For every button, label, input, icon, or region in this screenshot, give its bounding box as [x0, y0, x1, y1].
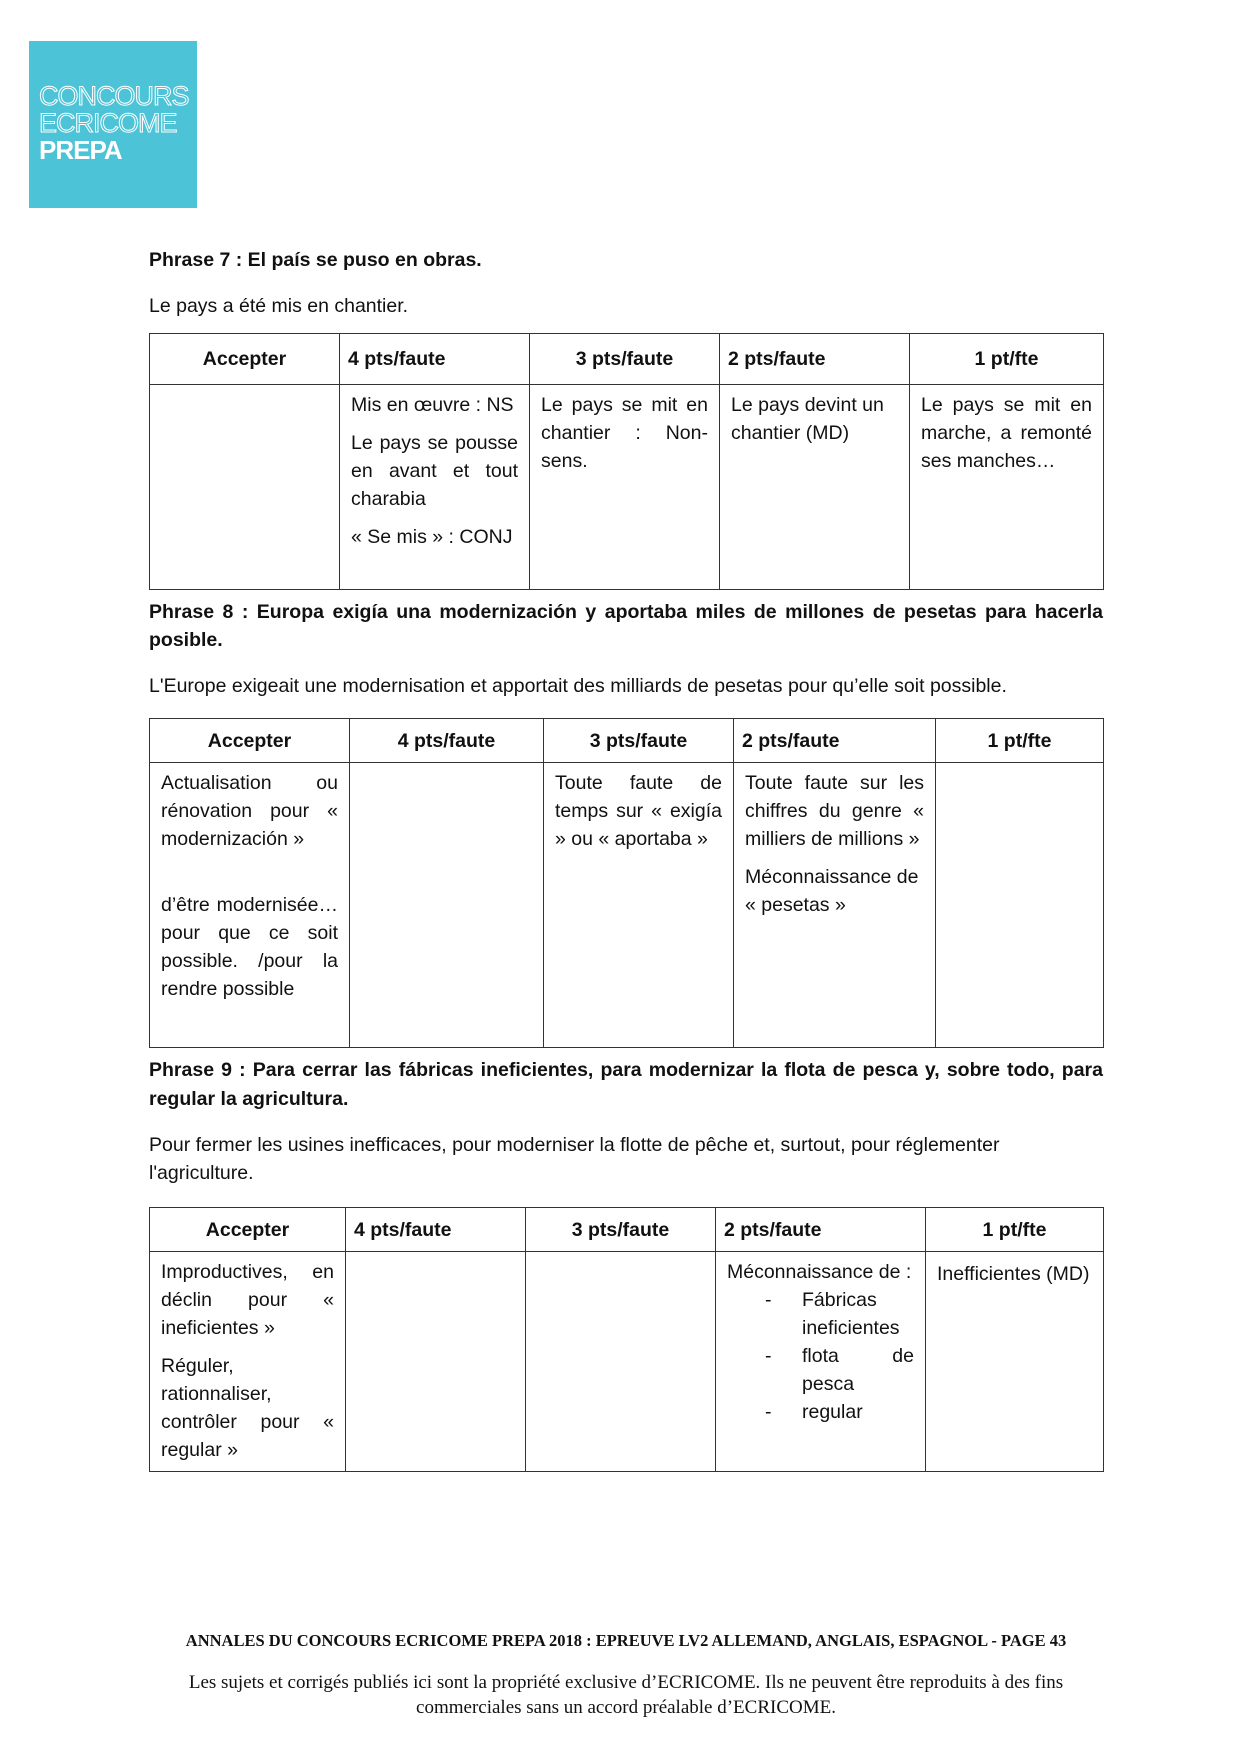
list-item: - flota de pesca: [765, 1342, 914, 1398]
cell-text: Actualisation ou rénovation pour « modernización »: [161, 772, 338, 851]
header-accepter: Accepter: [150, 333, 340, 384]
header-3pts: 3 pts/faute: [526, 1208, 716, 1252]
page-content: [149, 246, 1103, 1472]
header-2pts: 2 pts/faute: [734, 719, 936, 763]
cell-2pts: [716, 1252, 926, 1472]
cell-3pts: Le pays se mit en chantier : Non-sens.: [530, 384, 720, 589]
cell-text: Mis en œuvre : NS: [351, 393, 514, 416]
phrase-9-title: Phrase 9 : Para cerrar las fábricas ineficientes, para modernizar la flota de pesca y, sobre todo, para regular la agricultura.: [149, 1059, 1103, 1110]
phrase-8-table: [149, 718, 1104, 1048]
footer-annales: ANNALES DU CONCOURS ECRICOME PREPA 2018 : EPREUVE LV2 ALLEMAND, ANGLAIS, ESPAGNOL - PAGE 43: [185, 1631, 1067, 1650]
cell-accepter: [150, 763, 350, 1048]
list-item: - Fábricas ineficientes: [765, 1286, 914, 1342]
header-accepter: Accepter: [150, 719, 350, 763]
cell-1pt: [936, 763, 1104, 1048]
header-1pt: 1 pt/fte: [926, 1208, 1104, 1252]
header-accepter: Accepter: [150, 1208, 346, 1252]
phrase-9-table: [149, 1207, 1104, 1472]
cell-text: Toute faute sur les chiffres du genre « milliers de millions »: [745, 772, 924, 851]
table-header-row: [150, 333, 1104, 384]
phrase-7-translation: Le pays a été mis en chantier.: [149, 295, 409, 318]
cell-text: Réguler, rationnaliser, contrôler pour « regular »: [161, 1355, 334, 1462]
header-4pts: 4 pts/faute: [340, 333, 530, 384]
header-4pts: 4 pts/faute: [350, 719, 544, 763]
header-1pt: 1 pt/fte: [910, 333, 1104, 384]
cell-1pt: Inefficientes (MD): [926, 1252, 1104, 1472]
footer-rights: Les sujets et corrigés publiés ici sont la propriété exclusive d’ECRICOME. Ils ne peuvent être reproduits à des fins commerciales sans un accord préalable d’ECRICOME.: [188, 1672, 1064, 1718]
header-3pts: 3 pts/faute: [544, 719, 734, 763]
cell-text: Le pays se pousse en avant et tout charabia: [351, 431, 518, 510]
cell-text: Improductives, en déclin pour « ineficientes »: [161, 1261, 334, 1340]
phrase-7-table: [149, 333, 1104, 590]
cell-1pt: Le pays se mit en marche, a remonté ses manches…: [910, 384, 1104, 589]
cell-3pts: Toute faute de temps sur « exigía » ou « aportaba »: [544, 763, 734, 1048]
header-4pts: 4 pts/faute: [346, 1208, 526, 1252]
phrase-8-translation: L'Europe exigeait une modernisation et apportait des milliards de pesetas pour qu’elle soit possible.: [149, 675, 1007, 698]
cell-text: d’être modernisée…pour que ce soit possible. /pour la rendre possible: [161, 894, 338, 1001]
cell-4pts: [340, 384, 530, 589]
cell-3pts: [526, 1252, 716, 1472]
cell-2pts: [734, 763, 936, 1048]
cell-2pts: Le pays devint un chantier (MD): [720, 384, 910, 589]
cell-4pts: [350, 763, 544, 1048]
header-1pt: 1 pt/fte: [936, 719, 1104, 763]
table-header-row: [150, 1208, 1104, 1252]
cell-text: Méconnaissance de « pesetas »: [745, 866, 919, 917]
footer: [149, 1631, 1103, 1720]
cell-4pts: [346, 1252, 526, 1472]
table-row: [150, 763, 1104, 1048]
cell-text: « Se mis » : CONJ: [351, 525, 513, 548]
table-header-row: [150, 719, 1104, 763]
phrase-7-title: Phrase 7 : El país se puso en obras.: [149, 249, 482, 271]
ecricome-logo: [29, 41, 197, 208]
header-2pts: 2 pts/faute: [720, 333, 910, 384]
logo-line-concours: CONCOURS: [39, 81, 189, 111]
header-3pts: 3 pts/faute: [530, 333, 720, 384]
logo-line-ecricome: ECRICOME: [39, 108, 177, 138]
phrase-8-title: Phrase 8 : Europa exigía una modernización y aportaba miles de millones de pesetas para hacerla posible.: [149, 600, 1103, 651]
header-2pts: 2 pts/faute: [716, 1208, 926, 1252]
logo-line-prepa: PREPA: [39, 135, 122, 165]
cell-accepter: [150, 1252, 346, 1472]
table-row: [150, 1252, 1104, 1472]
cell-text: Méconnaissance de :: [727, 1261, 912, 1284]
term-list: [727, 1286, 914, 1426]
list-item: - regular: [765, 1398, 914, 1426]
table-row: [150, 384, 1104, 589]
cell-accepter: [150, 384, 340, 589]
phrase-9-translation: Pour fermer les usines inefficaces, pour moderniser la flotte de pêche et, surtout, pour réglementer l'agriculture.: [149, 1133, 1000, 1185]
